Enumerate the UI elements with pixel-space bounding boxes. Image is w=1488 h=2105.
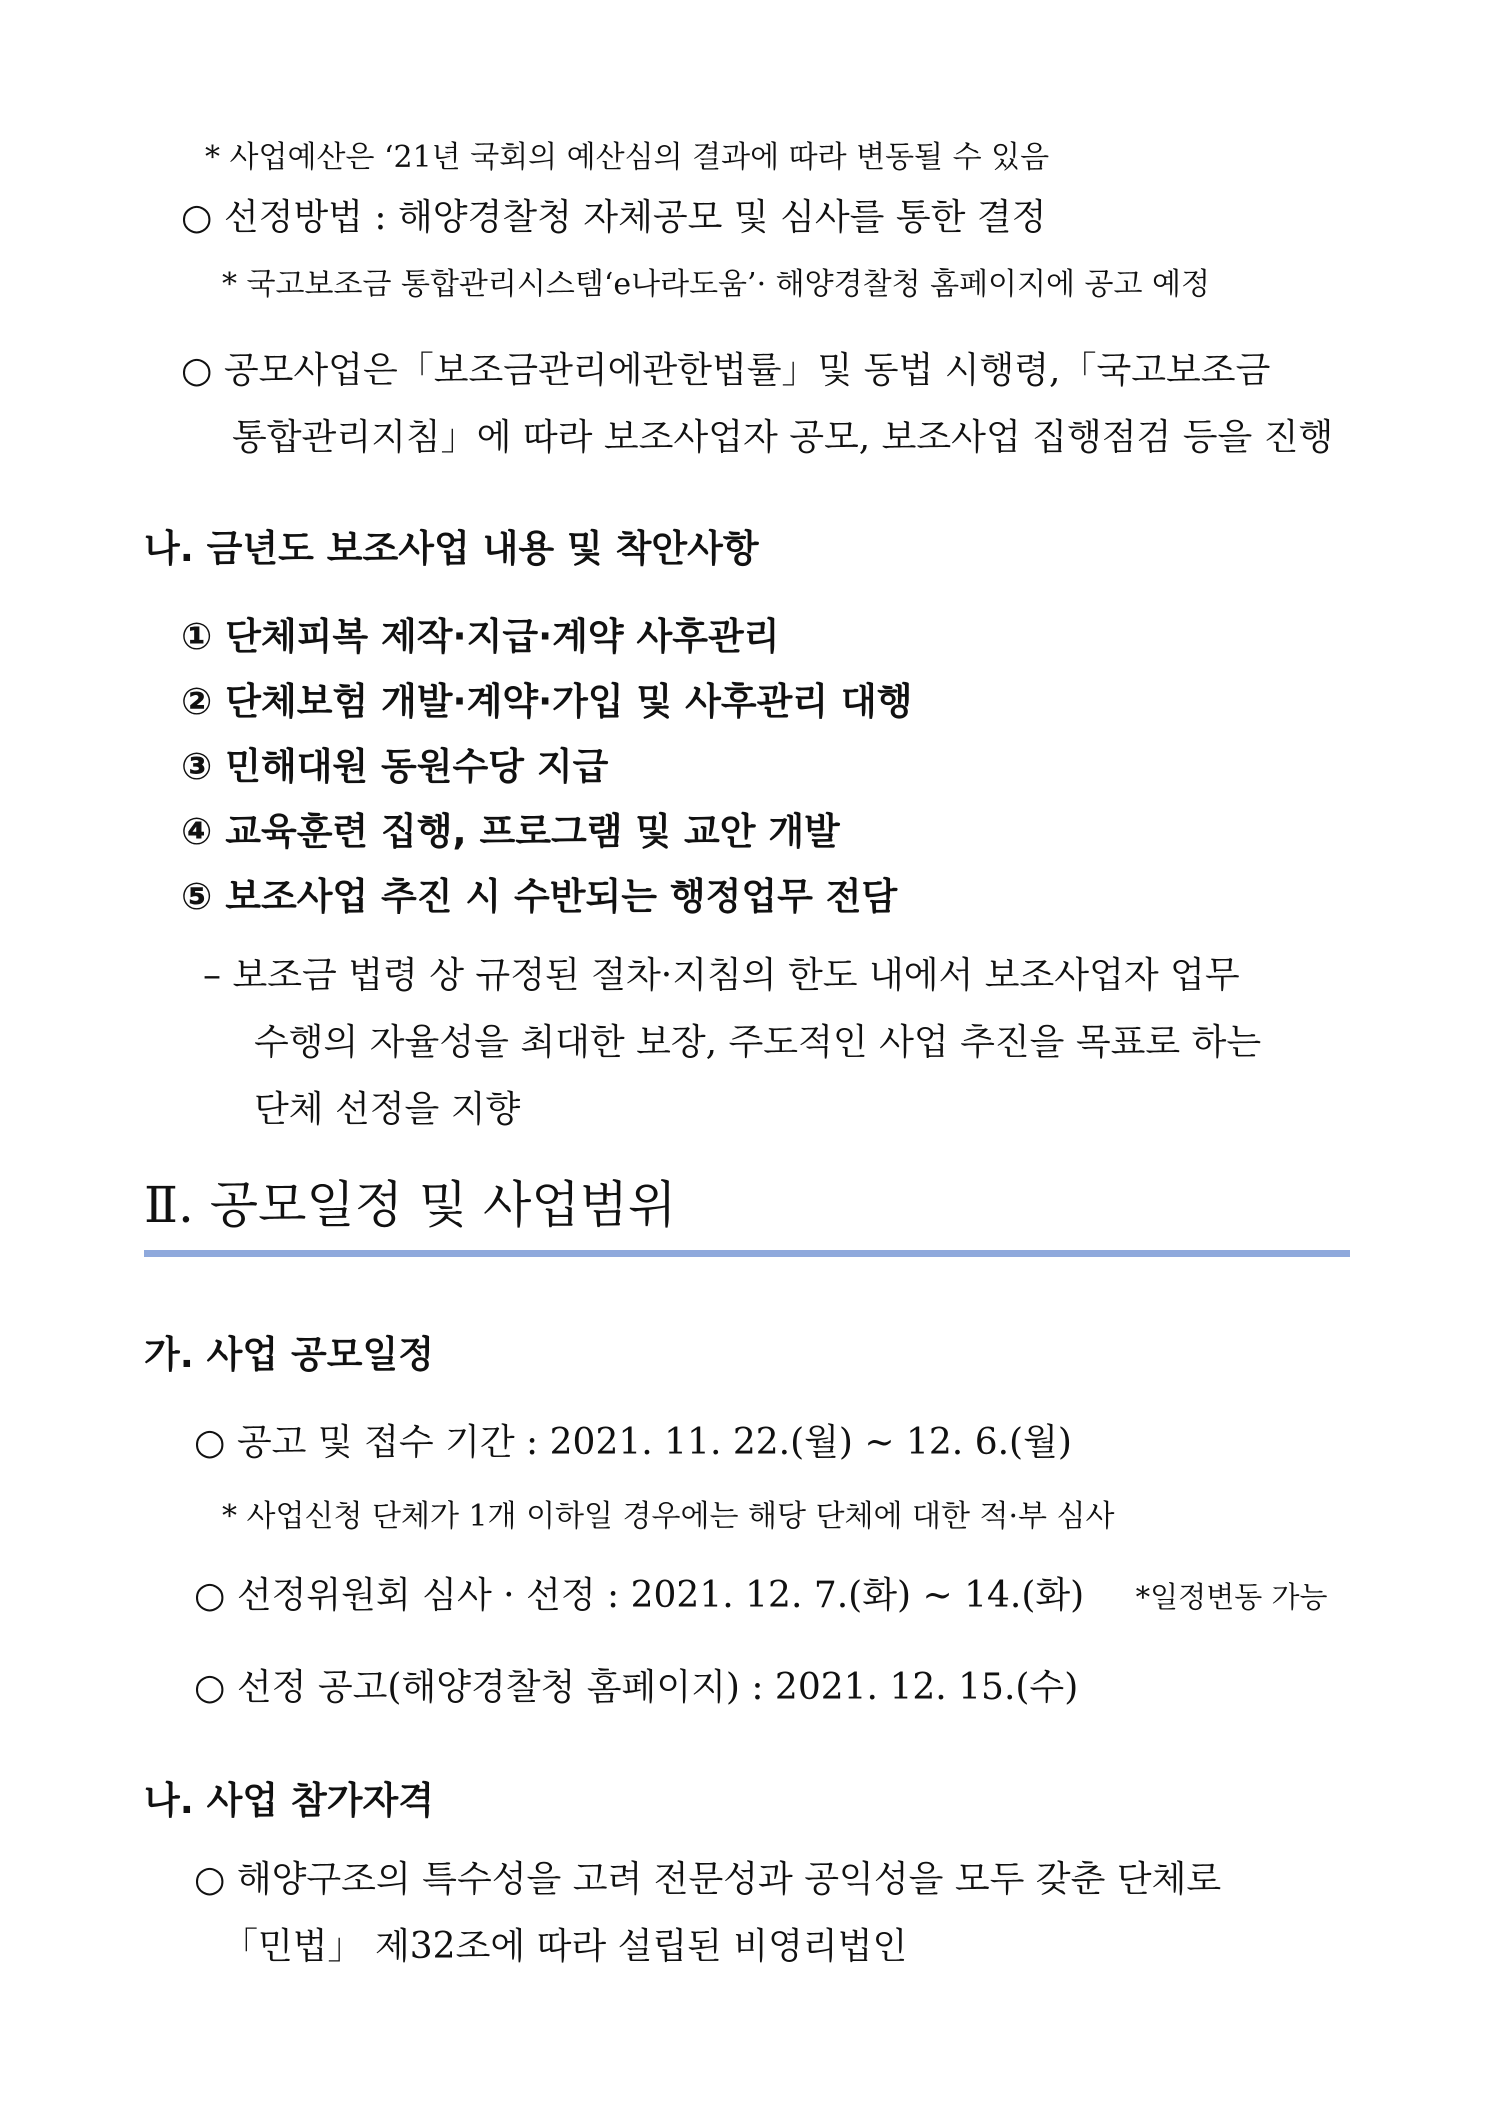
contest-line-2: 통합관리지침」에 따라 보조사업자 공모, 보조사업 집행점검 등을 진행 (232, 417, 1334, 458)
application-period: ○ 공고 및 접수 기간 : 2021. 11. 22.(월) ~ 12. 6.(월) (194, 1422, 1072, 1463)
chapter-title: Ⅱ. 공모일정 및 사업범위 (144, 1176, 677, 1234)
content-item-4: ④ 교육훈련 집행, 프로그램 및 교안 개발 (181, 810, 840, 853)
dash-line-3: 단체 선정을 지향 (254, 1089, 521, 1130)
chapter-rule (144, 1250, 1350, 1257)
contest-line-1: ○ 공모사업은「보조금관리에관한법률」및 동법 시행령,「국고보조금 (181, 350, 1271, 391)
content-item-1: ① 단체피복 제작·지급·계약 사후관리 (181, 615, 780, 658)
dash-line-1: – 보조금 법령 상 규정된 절차·지침의 한도 내에서 보조사업자 업무 (203, 955, 1240, 996)
section-heading-eligibility: 나. 사업 참가자격 (144, 1779, 435, 1822)
budget-note: * 사업예산은 ‘21년 국회의 예산심의 결과에 따라 변동될 수 있음 (205, 140, 1050, 175)
single-applicant-note: * 사업신청 단체가 1개 이하일 경우에는 해당 단체에 대한 적·부 심사 (222, 1499, 1115, 1534)
schedule-change-note: *일정변동 가능 (1135, 1580, 1328, 1614)
eligibility-line-1: ○ 해양구조의 특수성을 고려 전문성과 공익성을 모두 갖춘 단체로 (194, 1859, 1222, 1900)
committee-review-line (194, 1575, 1328, 1616)
content-item-3: ③ 민해대원 동원수당 지급 (181, 745, 609, 788)
section-heading-content: 나. 금년도 보조사업 내용 및 착안사항 (144, 527, 759, 570)
selection-method-line: ○ 선정방법 : 해양경찰청 자체공모 및 심사를 통한 결정 (181, 197, 1047, 238)
announcement-note: * 국고보조금 통합관리시스템‘e나라도움’· 해양경찰청 홈페이지에 공고 예정 (222, 267, 1210, 302)
selection-announcement: ○ 선정 공고(해양경찰청 홈페이지) : 2021. 12. 15.(수) (194, 1667, 1079, 1708)
section-heading-schedule: 가. 사업 공모일정 (144, 1333, 435, 1376)
dash-line-2: 수행의 자율성을 최대한 보장, 주도적인 사업 추진을 목표로 하는 (254, 1022, 1262, 1063)
eligibility-line-2: 「민법」 제32조에 따라 설립된 비영리법인 (222, 1926, 908, 1967)
committee-review-text: ○ 선정위원회 심사 · 선정 : 2021. 12. 7.(화) ~ 14.(화) (194, 1575, 1085, 1616)
content-item-2: ② 단체보험 개발·계약·가입 및 사후관리 대행 (181, 680, 913, 723)
content-item-5: ⑤ 보조사업 추진 시 수반되는 행정업무 전담 (181, 875, 898, 918)
